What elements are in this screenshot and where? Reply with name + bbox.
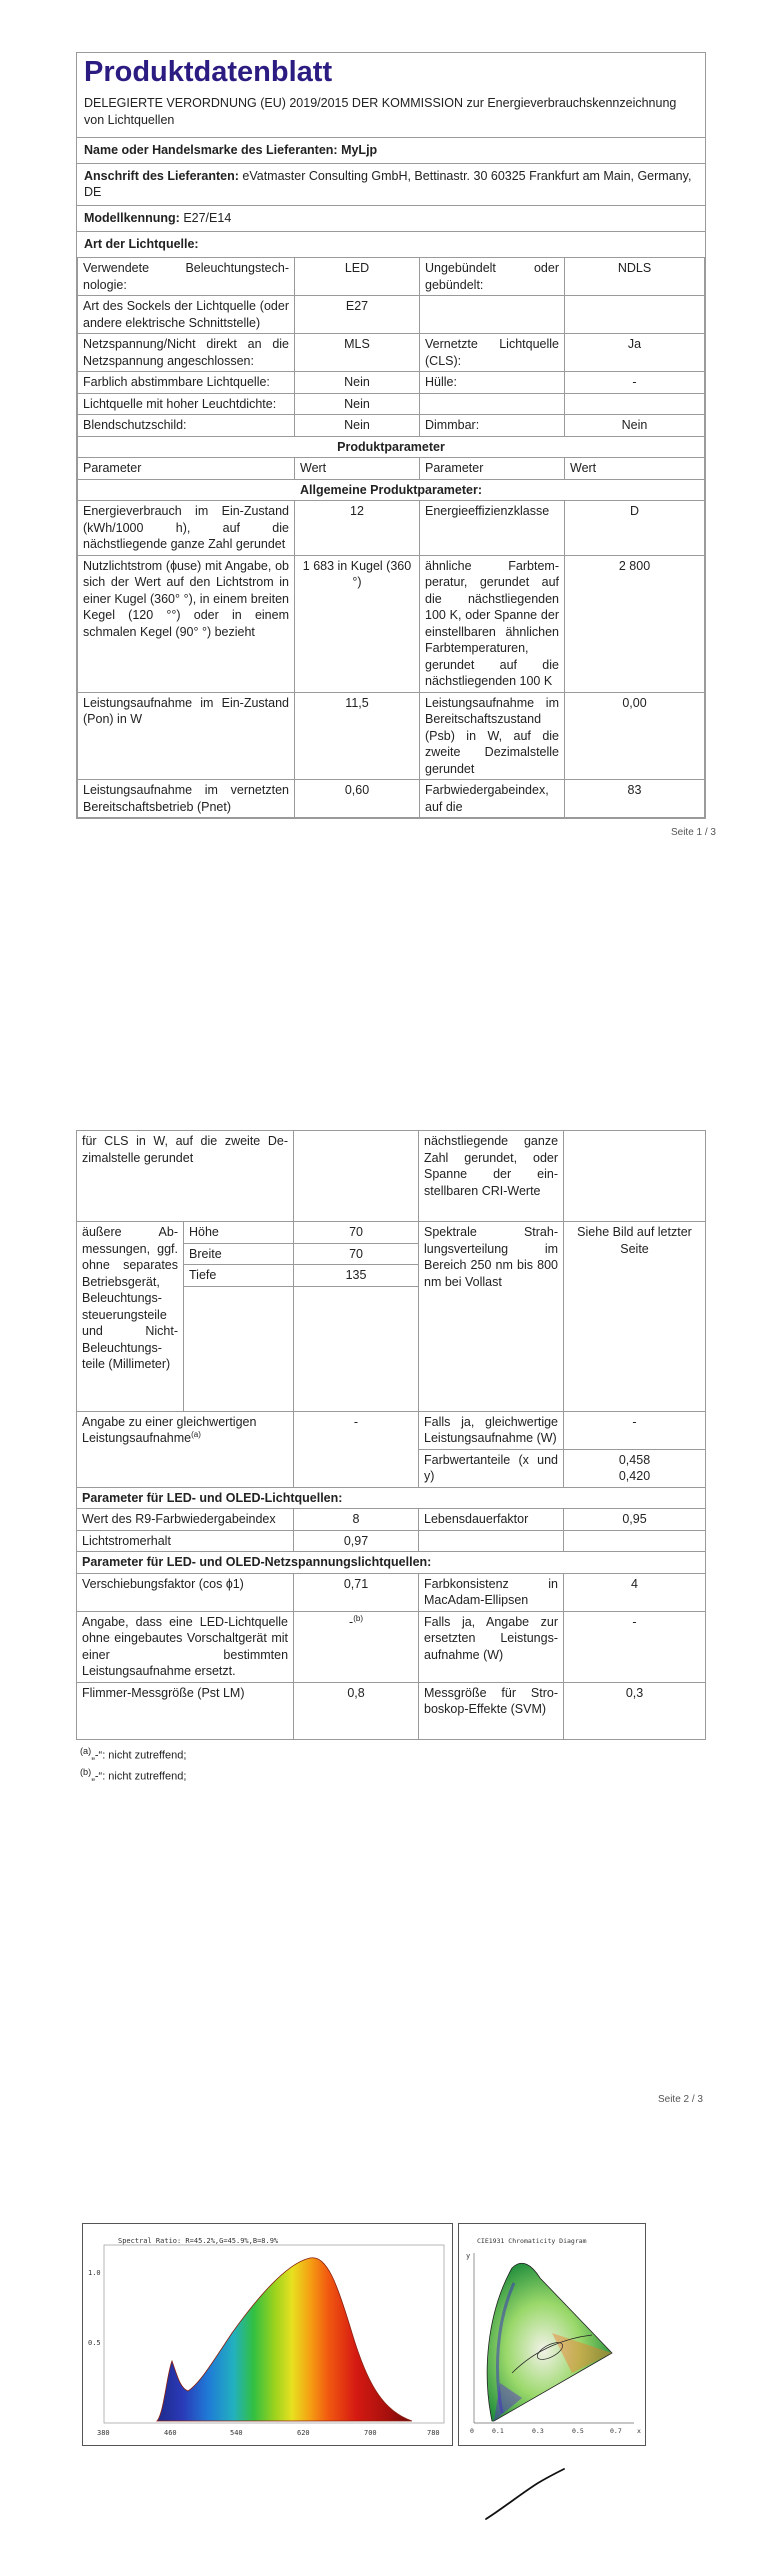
type-label: Verwendete Beleuchtungstechnologie: — [78, 258, 295, 296]
cie-y-label: y — [466, 2252, 471, 2260]
supplier-address-value: eVatmaster Consulting GmbH, Bettinastr. 30 60325 Frankfurt am Main, Germany, DE — [84, 168, 692, 200]
equiv-value: - — [294, 1411, 419, 1487]
param-header-cell: Wert — [295, 458, 420, 480]
param-label: Nutzlichtstrom (ɸuse) mit Angabe, ob sich der Wert auf den Lichtstrom in einer Kugel (360° °), in einem breiten Kegel (120 °°) oder in einem schmalen Kegel (90° °) bezieht — [78, 555, 295, 692]
footnote-b: $^{(b)}$„-“: nicht zutreffend; — [80, 1766, 187, 1783]
type-value: Nein — [565, 415, 705, 437]
param-label: Leistungsaufnahme im vernetzten Bereitschaftsbetrieb (Pnet) — [78, 780, 295, 818]
param-value: 1 683 in Kugel (360 °) — [295, 555, 420, 692]
param-label: Energieeffizienzklasse — [420, 501, 565, 556]
spectrum-x-tick: 540 — [230, 2429, 243, 2437]
table-row — [77, 1573, 706, 1611]
dim-value: 135 — [294, 1265, 419, 1287]
type-label: Dimmbar: — [420, 415, 565, 437]
dims-label: äußere Abmessungen, ggf. ohne separates Betriebsgerät, Beleuchtungssteuerungsteile und Nicht-Beleuchtungsteile (Millimeter) — [77, 1222, 184, 1412]
regulation-text: DELEGIERTE VERORDNUNG (EU) 2019/2015 DER KOMMISSION zur Energieverbrauchskennzeichnung von Lichtquellen — [77, 91, 705, 138]
model-value: E27/E14 — [183, 211, 232, 226]
supplier-brand-label: Name oder Handelsmarke des Lieferanten: — [84, 142, 338, 157]
spectrum-x-tick: 700 — [364, 2429, 377, 2437]
type-label: Lichtquelle mit hoher Leuchtdichte: — [78, 393, 295, 415]
table-row — [77, 1131, 706, 1222]
spectrum-x-tick: 780 — [427, 2429, 440, 2437]
type-value: LED — [295, 258, 420, 296]
type-heading: Art der Lichtquelle: — [84, 237, 199, 252]
param-value: 12 — [295, 501, 420, 556]
param-value: 2 800 — [565, 555, 705, 692]
chroma-x: 0,458 — [618, 1452, 651, 1467]
type-label: Hülle: — [420, 372, 565, 394]
type-label: Art des Sockels der Lichtquelle (oder andere elektrische Schnittstelle) — [78, 296, 295, 334]
cie-x-tick: 0 — [470, 2427, 474, 2435]
equiv-label — [77, 1411, 294, 1487]
footnote-a-text: „-“: nicht zutreffend; — [91, 1749, 187, 1762]
spectrum-x-tick: 380 — [97, 2429, 110, 2437]
type-value: Nein — [295, 372, 420, 394]
param-value: 11,5 — [295, 692, 420, 780]
supplier-address-row — [77, 164, 705, 207]
type-value — [565, 296, 705, 334]
type-label: Blendschutzschild: — [78, 415, 295, 437]
empty-cell — [294, 1131, 419, 1222]
type-value: - — [565, 372, 705, 394]
datasheet-box — [76, 52, 706, 819]
type-label — [420, 296, 565, 334]
dim-value: 70 — [294, 1243, 419, 1265]
strobo-label: Messgröße für Stroboskop-Effekte (SVM) — [419, 1682, 564, 1739]
equiv2-label: Falls ja, gleichwertige Leistungsaufnahme (W) — [419, 1411, 564, 1449]
model-label: Modellkennung: — [84, 211, 180, 226]
replace-label: Angabe, dass eine LED-Lichtquelle ohne eingebautes Vorschaltgerät mit einer bestimmten Leistungsaufnahme ersetzt. — [77, 1611, 294, 1682]
phase-label: Verschiebungsfaktor (cos ɸ1) — [77, 1573, 294, 1611]
spectrum-title: Spectral Ratio: R=45.2%,G=45.9%,B=8.9% — [118, 2237, 279, 2245]
footnote-b-text: „-“: nicht zutreffend; — [91, 1770, 187, 1783]
spectrum-y-tick: 0.5 — [88, 2339, 101, 2347]
table-row — [77, 1509, 706, 1531]
param-value: 0,60 — [295, 780, 420, 818]
type-label: Vernetzte Lichtquelle (CLS): — [420, 334, 565, 372]
type-value: Ja — [565, 334, 705, 372]
empty-cell — [419, 1530, 564, 1552]
footnotes — [76, 1744, 706, 1787]
equiv-label-text: Angabe zu einer gleichwertigen Leistungsaufnahme — [82, 1414, 257, 1446]
chroma-label: Farbwertanteile (x und y) — [419, 1449, 564, 1487]
page-number: Seite 2 / 3 — [657, 2094, 703, 2105]
footnote-ref: (a) — [191, 1430, 201, 1439]
param-header-row — [78, 458, 705, 480]
empty-cell — [564, 1131, 706, 1222]
empty-cell — [564, 1530, 706, 1552]
type-label: Ungebündelt oder gebündelt: — [420, 258, 565, 296]
type-label — [420, 393, 565, 415]
flicker-label: Flimmer-Messgröße (Pst LM) — [77, 1682, 294, 1739]
spectral-label: Spektrale Strahlungsverteilung im Bereich 250 nm bis 800 nm bei Vollast — [419, 1222, 564, 1412]
param-label: Leistungsaufnahme im Bereitschaftszustand (Psb) in W, auf die zweite Dezimalstelle gerundet — [420, 692, 565, 780]
consist-value: 4 — [564, 1573, 706, 1611]
param-header-cell: Parameter — [78, 458, 295, 480]
type-row — [78, 258, 705, 296]
type-row — [78, 372, 705, 394]
cont-left-cell: für CLS in W, auf die zweite Dezimalstelle gerundet — [77, 1131, 294, 1222]
led-heading: Parameter für LED- und OLED-Lichtquellen: — [77, 1487, 706, 1509]
type-label: Farblich abstimmbare Lichtquelle: — [78, 372, 295, 394]
table-row — [77, 1530, 706, 1552]
param-label: Farbwiedergabeindex, auf die — [420, 780, 565, 818]
type-value: E27 — [295, 296, 420, 334]
general-params-heading: Allgemeine Produktparameter: — [78, 479, 705, 501]
type-row — [78, 393, 705, 415]
param-row — [78, 555, 705, 692]
flicker-value: 0,8 — [294, 1682, 419, 1739]
supplier-brand-value: MyLjp — [341, 142, 378, 157]
dim-name: Höhe — [184, 1222, 294, 1244]
footnote-a: $^{(a)}$„-“: nicht zutreffend; — [80, 1745, 187, 1762]
dim-value: 70 — [294, 1222, 419, 1244]
signature-stroke — [482, 2465, 572, 2525]
phase-value: 0,71 — [294, 1573, 419, 1611]
page-2 — [76, 1130, 706, 1786]
equiv2-value: - — [564, 1411, 706, 1449]
param-header-cell: Wert — [565, 458, 705, 480]
param-row — [78, 501, 705, 556]
param-label: ähnliche Farbtemperatur, gerundet auf die nächstliegenden 100 K, oder Spanne der einstellbaren ähnlichen Farbtemperaturen, gerundet auf die nächstliegenden 100 K — [420, 555, 565, 692]
param-label: Leistungsaufnahme im Ein-Zustand (Pon) in W — [78, 692, 295, 780]
consist-label: Farbkonsistenz in MacAdam-Ellipsen — [419, 1573, 564, 1611]
param-label: Energieverbrauch im Ein-Zustand (kWh/1000 h), auf die nächstliegende ganze Zahl gerundet — [78, 501, 295, 556]
footnote-ref: (b) — [353, 1613, 363, 1623]
param-value: 0,00 — [565, 692, 705, 780]
type-row — [78, 334, 705, 372]
r9-value: 8 — [294, 1509, 419, 1531]
empty-cell — [294, 1286, 419, 1411]
replace-value — [294, 1611, 419, 1682]
maint-label: Lichtstromerhalt — [77, 1530, 294, 1552]
life-value: 0,95 — [564, 1509, 706, 1531]
replace-value-text: - — [349, 1614, 354, 1629]
cie-x-tick: 0.3 — [532, 2427, 544, 2435]
table-row — [77, 1222, 706, 1244]
type-label: Netzspannung/Nicht direkt an die Netzspannung angeschlossen: — [78, 334, 295, 372]
page-1 — [76, 52, 716, 839]
life-label: Lebensdauerfaktor — [419, 1509, 564, 1531]
supplier-brand-row — [77, 138, 705, 164]
dim-name: Breite — [184, 1243, 294, 1265]
page-number: Seite 1 / 3 — [670, 827, 716, 839]
type-value: MLS — [295, 334, 420, 372]
type-row — [78, 415, 705, 437]
cie-x-tick: 0.1 — [492, 2427, 504, 2435]
table-row — [77, 1411, 706, 1449]
empty-cell — [184, 1286, 294, 1411]
mls-heading: Parameter für LED- und OLED-Netzspannungslichtquellen: — [77, 1552, 706, 1574]
type-row — [78, 296, 705, 334]
param-header-cell: Parameter — [420, 458, 565, 480]
type-value: NDLS — [565, 258, 705, 296]
param-row — [78, 692, 705, 780]
maint-value: 0,97 — [294, 1530, 419, 1552]
type-table — [77, 257, 705, 818]
dim-name: Tiefe — [184, 1265, 294, 1287]
param-row — [78, 780, 705, 818]
cie-x-tick: 0.7 — [610, 2427, 622, 2435]
table-row — [77, 1611, 706, 1682]
supplier-address-label: Anschrift des Lieferanten: — [84, 168, 239, 183]
spectrum-x-tick: 620 — [297, 2429, 310, 2437]
spectrum-x-tick: 460 — [164, 2429, 177, 2437]
cont-right-cell: nächstliegende ganze Zahl gerundet, oder Spanne der einstellbaren CRI-Werte — [419, 1131, 564, 1222]
table-row — [77, 1682, 706, 1739]
param-value: 83 — [565, 780, 705, 818]
model-row — [77, 206, 705, 232]
type-value: Nein — [295, 393, 420, 415]
params-table-continued — [76, 1130, 706, 1740]
chroma-y: 0,420 — [618, 1469, 651, 1483]
strobo-value: 0,3 — [564, 1682, 706, 1739]
r9-label: Wert des R9-Farbwiedergabeindex — [77, 1509, 294, 1531]
page-title: Produktdatenblatt — [84, 56, 333, 88]
cie-title: CIE1931 Chromaticity Diagram — [477, 2237, 587, 2245]
spectrum-y-tick: 1.0 — [88, 2269, 101, 2277]
product-params-heading: Produktparameter — [78, 436, 705, 458]
spectral-value: Siehe Bild auf letzter Seite — [564, 1222, 706, 1412]
replace2-value: - — [564, 1611, 706, 1682]
type-value: Nein — [295, 415, 420, 437]
chroma-values — [564, 1449, 706, 1487]
param-value: D — [565, 501, 705, 556]
replace2-label: Falls ja, Angabe zur ersetzten Leistungsaufnahme (W) — [419, 1611, 564, 1682]
type-value — [565, 393, 705, 415]
spectrum-figure — [82, 2223, 647, 2448]
cie-x-tick: 0.5 — [572, 2427, 584, 2435]
cie-x-tick: x — [637, 2427, 641, 2435]
